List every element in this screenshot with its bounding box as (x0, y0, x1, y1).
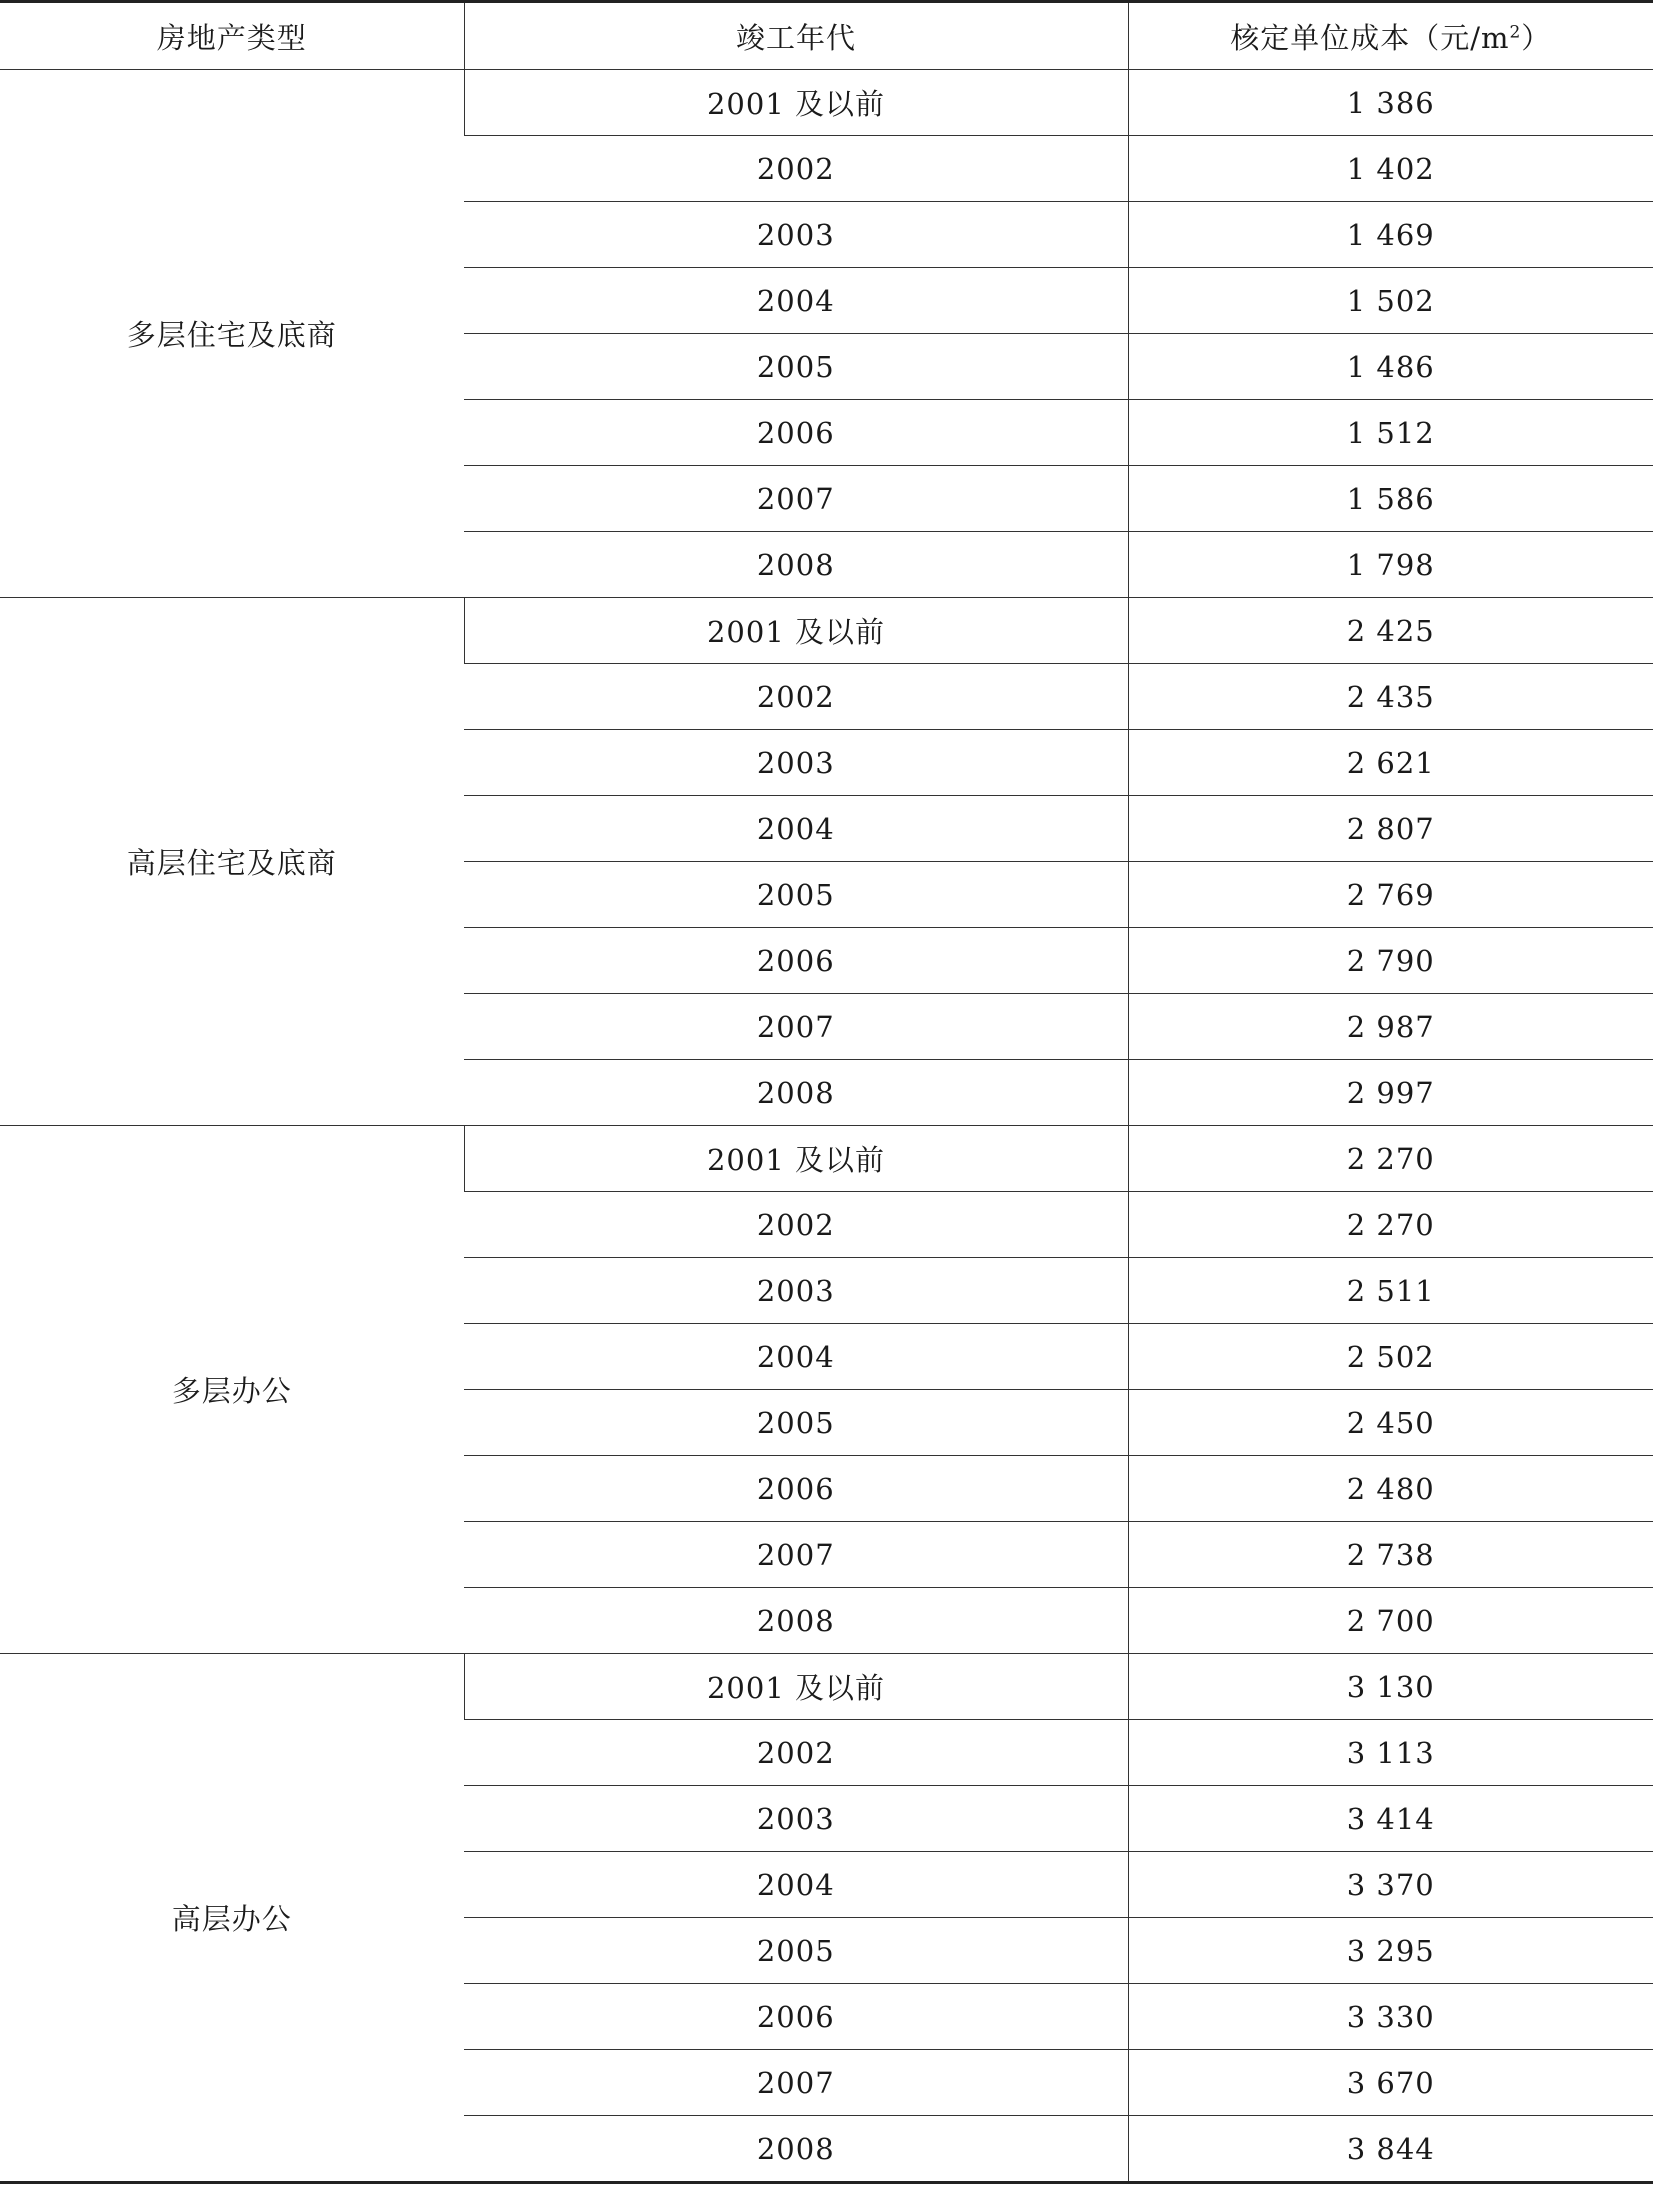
completion-year-cell: 2002 (464, 1192, 1128, 1258)
header-row (0, 2, 1653, 70)
completion-year-cell: 2008 (464, 1588, 1128, 1654)
completion-year-cell: 2007 (464, 994, 1128, 1060)
unit-cost-cell: 1 386 (1128, 70, 1653, 136)
unit-cost-cell: 1 798 (1128, 532, 1653, 598)
table-row (0, 598, 1653, 664)
property-type-cell: 多层办公 (0, 1126, 464, 1654)
completion-year-cell: 2006 (464, 400, 1128, 466)
completion-year-cell: 2005 (464, 334, 1128, 400)
unit-cost-cell: 2 700 (1128, 1588, 1653, 1654)
table-row (0, 1654, 1653, 1720)
unit-cost-cell: 2 790 (1128, 928, 1653, 994)
property-type-cell: 高层住宅及底商 (0, 598, 464, 1126)
completion-year-cell: 2005 (464, 862, 1128, 928)
header-completion-year: 竣工年代 (464, 2, 1128, 70)
completion-year-cell: 2005 (464, 1390, 1128, 1456)
completion-year-cell: 2003 (464, 1258, 1128, 1324)
unit-cost-cell: 2 502 (1128, 1324, 1653, 1390)
completion-year-cell: 2001 及以前 (464, 70, 1128, 136)
completion-year-cell: 2003 (464, 202, 1128, 268)
completion-year-cell: 2004 (464, 796, 1128, 862)
unit-cost-cell: 1 512 (1128, 400, 1653, 466)
unit-cost-cell: 2 738 (1128, 1522, 1653, 1588)
header-unit-cost-prefix: 核定单位成本（元/m (1230, 20, 1510, 55)
property-type-cell: 高层办公 (0, 1654, 464, 2183)
completion-year-cell: 2008 (464, 2116, 1128, 2183)
completion-year-cell: 2006 (464, 1984, 1128, 2050)
completion-year-cell: 2002 (464, 664, 1128, 730)
unit-cost-cell: 2 425 (1128, 598, 1653, 664)
unit-cost-cell: 1 502 (1128, 268, 1653, 334)
unit-cost-cell: 2 270 (1128, 1126, 1653, 1192)
completion-year-cell: 2004 (464, 1324, 1128, 1390)
unit-cost-cell: 2 621 (1128, 730, 1653, 796)
unit-cost-cell: 3 330 (1128, 1984, 1653, 2050)
unit-cost-cell: 1 402 (1128, 136, 1653, 202)
completion-year-cell: 2001 及以前 (464, 1654, 1128, 1720)
completion-year-cell: 2002 (464, 136, 1128, 202)
unit-cost-cell: 3 130 (1128, 1654, 1653, 1720)
unit-cost-cell: 3 670 (1128, 2050, 1653, 2116)
unit-cost-cell: 3 370 (1128, 1852, 1653, 1918)
completion-year-cell: 2004 (464, 1852, 1128, 1918)
unit-cost-cell: 2 511 (1128, 1258, 1653, 1324)
completion-year-cell: 2007 (464, 1522, 1128, 1588)
completion-year-cell: 2007 (464, 2050, 1128, 2116)
unit-cost-cell: 3 113 (1128, 1720, 1653, 1786)
header-unit-cost (1128, 2, 1653, 70)
unit-cost-cell: 3 414 (1128, 1786, 1653, 1852)
completion-year-cell: 2001 及以前 (464, 598, 1128, 664)
header-unit-cost-superscript: 2 (1509, 21, 1522, 42)
header-property-type: 房地产类型 (0, 2, 464, 70)
unit-cost-cell: 2 769 (1128, 862, 1653, 928)
unit-cost-cell: 1 486 (1128, 334, 1653, 400)
table-row (0, 1126, 1653, 1192)
completion-year-cell: 2001 及以前 (464, 1126, 1128, 1192)
completion-year-cell: 2006 (464, 1456, 1128, 1522)
completion-year-cell: 2003 (464, 730, 1128, 796)
completion-year-cell: 2008 (464, 1060, 1128, 1126)
unit-cost-cell: 1 469 (1128, 202, 1653, 268)
completion-year-cell: 2007 (464, 466, 1128, 532)
completion-year-cell: 2006 (464, 928, 1128, 994)
completion-year-cell: 2004 (464, 268, 1128, 334)
unit-cost-cell: 2 987 (1128, 994, 1653, 1060)
unit-cost-cell: 2 270 (1128, 1192, 1653, 1258)
unit-cost-cell: 2 450 (1128, 1390, 1653, 1456)
unit-cost-cell: 2 435 (1128, 664, 1653, 730)
completion-year-cell: 2003 (464, 1786, 1128, 1852)
unit-cost-cell: 2 480 (1128, 1456, 1653, 1522)
unit-cost-cell: 2 997 (1128, 1060, 1653, 1126)
unit-cost-cell: 1 586 (1128, 466, 1653, 532)
table-header (0, 2, 1653, 70)
completion-year-cell: 2002 (464, 1720, 1128, 1786)
table-body (0, 70, 1653, 2183)
unit-cost-cell: 3 295 (1128, 1918, 1653, 1984)
table-row (0, 70, 1653, 136)
completion-year-cell: 2008 (464, 532, 1128, 598)
completion-year-cell: 2005 (464, 1918, 1128, 1984)
property-type-cell: 多层住宅及底商 (0, 70, 464, 598)
unit-cost-cell: 2 807 (1128, 796, 1653, 862)
header-unit-cost-suffix: ） (1521, 20, 1552, 55)
unit-cost-cell: 3 844 (1128, 2116, 1653, 2183)
